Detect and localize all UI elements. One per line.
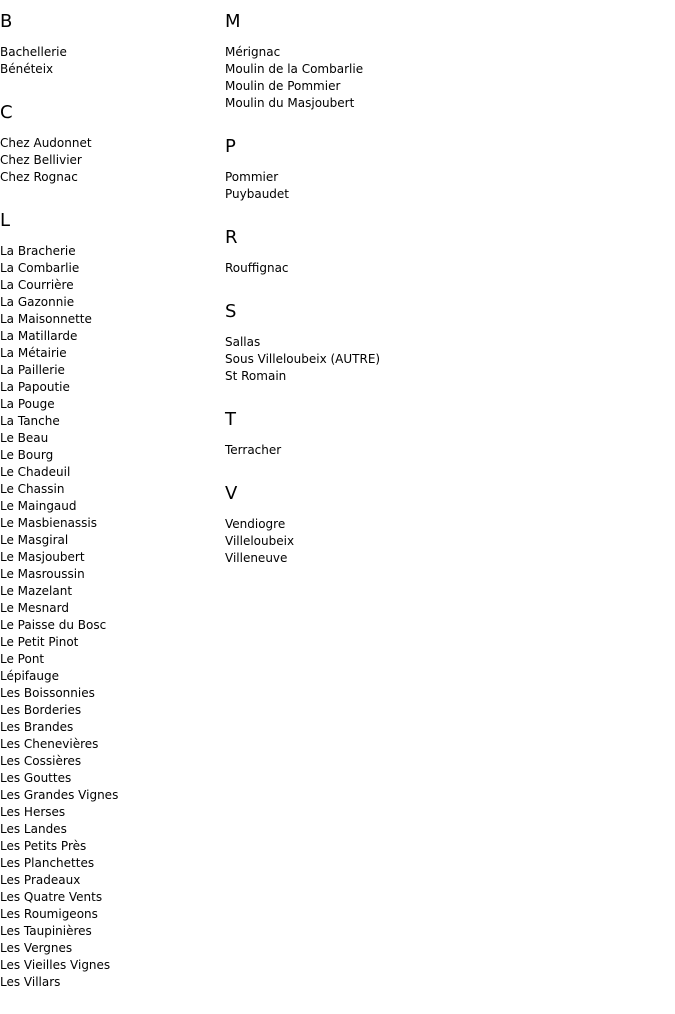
place-name: Pommier	[225, 170, 279, 184]
place-name: Le Masroussin	[0, 567, 85, 581]
place-name: Chez Rognac	[0, 170, 78, 184]
place-name: La Métairie	[0, 346, 67, 360]
place-name: Villeneuve	[225, 551, 288, 565]
place-name: La Paillerie	[0, 363, 65, 377]
place-name: Les Brandes	[0, 720, 74, 734]
place-name: La Matillarde	[0, 329, 78, 343]
place-name: La Pouge	[0, 397, 55, 411]
place-name: Chez Audonnet	[0, 136, 92, 150]
section-letter-heading: P	[225, 136, 236, 157]
place-name: La Combarlie	[0, 261, 80, 275]
place-name: Chez Bellivier	[0, 153, 82, 167]
place-name: La Tanche	[0, 414, 60, 428]
place-name: Les Cossières	[0, 754, 82, 768]
place-name: Les Roumigeons	[0, 907, 98, 921]
place-name: Les Grandes Vignes	[0, 788, 119, 802]
place-name: La Gazonnie	[0, 295, 75, 309]
place-name: Puybaudet	[225, 187, 290, 201]
place-list	[225, 516, 665, 567]
place-name: Moulin du Masjoubert	[225, 96, 355, 110]
section-letter-heading: C	[0, 102, 13, 123]
place-name: Les Planchettes	[0, 856, 95, 870]
place-name: Les Vergnes	[0, 941, 73, 955]
letter-section	[0, 101, 220, 186]
place-list	[0, 135, 220, 186]
letter-section	[225, 226, 665, 277]
place-name: Les Pradeaux	[0, 873, 81, 887]
place-list	[0, 243, 220, 991]
place-name: Le Beau	[0, 431, 49, 445]
place-name: Lépifauge	[0, 669, 59, 683]
place-name: Les Gouttes	[0, 771, 72, 785]
place-name: Les Taupinières	[0, 924, 92, 938]
place-name: Les Borderies	[0, 703, 82, 717]
letter-section	[225, 300, 665, 385]
section-letter-heading: S	[225, 301, 237, 322]
place-name: La Courrière	[0, 278, 74, 292]
place-name: Le Paisse du Bosc	[0, 618, 107, 632]
place-name: Terracher	[225, 443, 282, 457]
place-name: Rouffignac	[225, 261, 289, 275]
place-list	[225, 334, 665, 385]
letter-section	[225, 10, 665, 112]
place-name: La Maisonnette	[0, 312, 92, 326]
letter-section	[225, 135, 665, 203]
place-name: Le Bourg	[0, 448, 54, 462]
place-name: Mérignac	[225, 45, 281, 59]
place-list	[225, 442, 665, 459]
letter-section	[0, 10, 220, 78]
place-name: La Papoutie	[0, 380, 70, 394]
place-list	[0, 44, 220, 78]
place-name: Les Petits Près	[0, 839, 87, 853]
place-name: Bachellerie	[0, 45, 67, 59]
place-list	[225, 169, 665, 203]
place-name: Les Vieilles Vignes	[0, 958, 111, 972]
right-column	[225, 10, 665, 590]
letter-section	[225, 482, 665, 567]
place-name: Moulin de Pommier	[225, 79, 341, 93]
place-name: Le Mesnard	[0, 601, 69, 615]
place-name: La Bracherie	[0, 244, 76, 258]
section-letter-heading: M	[225, 11, 241, 32]
left-column	[0, 10, 220, 1014]
place-name: St Romain	[225, 369, 287, 383]
section-letter-heading: T	[225, 409, 236, 430]
place-name: Les Herses	[0, 805, 66, 819]
place-name: Le Chadeuil	[0, 465, 71, 479]
place-name: Vendiogre	[225, 517, 286, 531]
letter-section	[0, 209, 220, 991]
place-name: Sous Villeloubeix (AUTRE)	[225, 352, 381, 366]
place-name: Le Masbienassis	[0, 516, 98, 530]
place-name: Villeloubeix	[225, 534, 295, 548]
place-name: Les Villars	[0, 975, 61, 989]
place-list	[225, 260, 665, 277]
place-name: Bénéteix	[0, 62, 54, 76]
place-name: Le Chassin	[0, 482, 65, 496]
place-name: Le Masjoubert	[0, 550, 85, 564]
letter-section	[225, 408, 665, 459]
place-name: Les Boissonnies	[0, 686, 95, 700]
place-name: Le Pont	[0, 652, 45, 666]
place-name: Moulin de la Combarlie	[225, 62, 364, 76]
section-letter-heading: R	[225, 227, 238, 248]
place-name: Le Petit Pinot	[0, 635, 79, 649]
place-name: Le Masgiral	[0, 533, 69, 547]
section-letter-heading: L	[0, 210, 11, 231]
place-name: Les Chenevières	[0, 737, 99, 751]
section-letter-heading: V	[225, 483, 238, 504]
place-name: Les Landes	[0, 822, 67, 836]
place-name: Le Mazelant	[0, 584, 73, 598]
place-name: Le Maingaud	[0, 499, 77, 513]
place-name: Les Quatre Vents	[0, 890, 103, 904]
place-list	[225, 44, 665, 112]
section-letter-heading: B	[0, 11, 13, 32]
place-name: Sallas	[225, 335, 261, 349]
